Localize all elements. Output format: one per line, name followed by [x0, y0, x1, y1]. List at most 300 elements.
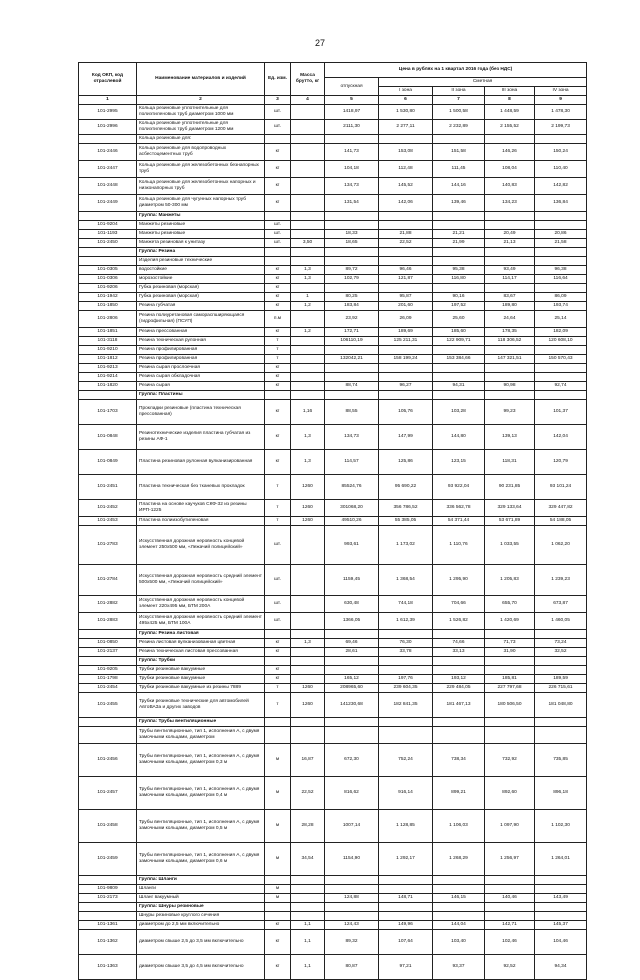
row-price-zone-2: 21,21	[433, 230, 485, 239]
row-price-otpusk: 1366,05	[325, 613, 379, 630]
row-unit: т	[265, 475, 291, 500]
row-unit	[265, 257, 291, 266]
row-price-zone-4: 94,34	[535, 955, 587, 980]
row-mass	[291, 718, 325, 727]
row-price-zone-1	[379, 876, 433, 885]
row-price-zone-1: 21,88	[379, 230, 433, 239]
row-name: Шланг вакуумный	[137, 894, 265, 903]
row-name: Трубы вентиляционные, тип 1, исполнения А, с двумя замочными кольцами, диаметром 0,4 м	[137, 777, 265, 810]
row-price-zone-3: 1 097,90	[485, 810, 535, 843]
table-row	[79, 239, 587, 248]
row-price-zone-2	[433, 657, 485, 666]
row-price-zone-2: 1 500,58	[433, 105, 485, 120]
row-price-zone-3: 92,52	[485, 955, 535, 980]
row-name: Пластина резиновая рулонная вулканизированная	[137, 450, 265, 475]
row-price-zone-2	[433, 346, 485, 355]
row-code: 101-1193	[79, 230, 137, 239]
row-price-zone-3: 655,70	[485, 596, 535, 613]
row-price-otpusk	[325, 346, 379, 355]
row-name: Изделия резиновые технические	[137, 257, 265, 266]
group-row	[79, 903, 587, 912]
row-price-zone-1: 182 841,35	[379, 693, 433, 718]
row-price-zone-1: 1 292,17	[379, 843, 433, 876]
row-name: Кольца резиновые для чугунных напорных труб диаметром 50-300 мм	[137, 195, 265, 212]
row-mass	[291, 364, 325, 373]
header-name: Наименование материалов и изделий	[137, 63, 265, 96]
row-price-zone-4	[535, 718, 587, 727]
row-mass	[291, 526, 325, 565]
row-code	[79, 876, 137, 885]
header-otpusk: отпускная	[325, 78, 379, 96]
row-code: 101-2452	[79, 500, 137, 517]
row-price-zone-2: 21,99	[433, 239, 485, 248]
table-row	[79, 425, 587, 450]
row-price-otpusk: 106110,19	[325, 337, 379, 346]
row-name: Трубки резиновые вакуумные	[137, 666, 265, 675]
row-price-otpusk: 630,48	[325, 596, 379, 613]
row-price-zone-3: 147 321,51	[485, 355, 535, 364]
table-row	[79, 373, 587, 382]
row-mass: 1,3	[291, 266, 325, 275]
row-name: Трубки резиновые вакуумные из резины 7889	[137, 684, 265, 693]
row-price-zone-1: 744,18	[379, 596, 433, 613]
row-unit: шт.	[265, 239, 291, 248]
row-unit: кг	[265, 293, 291, 302]
row-price-otpusk	[325, 257, 379, 266]
row-code: 101-1703	[79, 400, 137, 425]
row-price-zone-2: 1 106,03	[433, 810, 485, 843]
row-name: Резина профилированная	[137, 346, 265, 355]
row-price-zone-4	[535, 903, 587, 912]
row-price-zone-3	[485, 135, 535, 144]
row-price-otpusk: 141230,68	[325, 693, 379, 718]
row-code: 101-2456	[79, 744, 137, 777]
row-price-zone-2: 146,15	[433, 894, 485, 903]
row-price-zone-3: 140,46	[485, 894, 535, 903]
row-mass	[291, 355, 325, 364]
row-price-zone-2: 1 110,76	[433, 526, 485, 565]
row-price-zone-4	[535, 221, 587, 230]
row-unit: кг	[265, 373, 291, 382]
row-code: 101-2458	[79, 810, 137, 843]
row-price-zone-4: 73,24	[535, 639, 587, 648]
row-name: Группа: Трубы вентиляционные	[137, 718, 265, 727]
row-mass	[291, 613, 325, 630]
row-mass	[291, 565, 325, 596]
row-unit: шт.	[265, 230, 291, 239]
row-price-zone-2: 139,46	[433, 195, 485, 212]
header-unit: Ед. изм.	[265, 63, 291, 96]
row-price-zone-3: 178,35	[485, 328, 535, 337]
row-name: Трубы вентиляционные, тип 1, исполнения А, с двумя замочными кольцами, диаметром 0,3 м	[137, 744, 265, 777]
table-row	[79, 921, 587, 930]
row-code: 101-2449	[79, 195, 137, 212]
row-mass	[291, 912, 325, 921]
row-price-zone-3: 134,23	[485, 195, 535, 212]
row-code: 101-2446	[79, 144, 137, 161]
row-price-otpusk: 23,92	[325, 311, 379, 328]
row-price-zone-1: 96,46	[379, 266, 433, 275]
row-mass: 34,54	[291, 843, 325, 876]
column-number: 2	[137, 96, 265, 105]
row-price-otpusk: 672,30	[325, 744, 379, 777]
row-price-zone-3	[485, 284, 535, 293]
row-code: 101-2453	[79, 517, 137, 526]
row-code: 101-2457	[79, 777, 137, 810]
row-mass	[291, 346, 325, 355]
table-row	[79, 346, 587, 355]
row-price-zone-4: 20,86	[535, 230, 587, 239]
row-price-otpusk: 124,43	[325, 921, 379, 930]
table-row	[79, 666, 587, 675]
row-code: 101-0848	[79, 425, 137, 450]
row-price-zone-4	[535, 912, 587, 921]
row-name: Группа: Манжеты	[137, 212, 265, 221]
row-price-zone-2: 738,34	[433, 744, 485, 777]
row-price-zone-1: 1 368,54	[379, 565, 433, 596]
row-price-otpusk	[325, 630, 379, 639]
row-price-zone-4: 896,18	[535, 777, 587, 810]
row-price-zone-1: 147,99	[379, 425, 433, 450]
row-name: Трубы вентиляционные, тип 1, исполнения А, с двумя замочными кольцами, диаметром 0,6 м	[137, 843, 265, 876]
column-number: 3	[265, 96, 291, 105]
row-price-zone-4: 1 102,30	[535, 810, 587, 843]
row-price-zone-3: 90,98	[485, 382, 535, 391]
row-unit	[265, 657, 291, 666]
row-price-zone-3: 1 205,83	[485, 565, 535, 596]
table-header	[79, 63, 587, 105]
row-price-zone-1: 239 604,35	[379, 684, 433, 693]
row-price-zone-2	[433, 912, 485, 921]
price-table	[78, 62, 587, 980]
row-price-zone-3: 140,83	[485, 178, 535, 195]
row-price-zone-3	[485, 657, 535, 666]
row-name: водостойкие	[137, 266, 265, 275]
row-unit: кг	[265, 930, 291, 955]
row-price-zone-3: 1 033,55	[485, 526, 535, 565]
table-row	[79, 885, 587, 894]
row-price-zone-2	[433, 257, 485, 266]
row-unit: м	[265, 894, 291, 903]
row-name: Резина профилированная	[137, 355, 265, 364]
row-price-zone-4: 96,38	[535, 266, 587, 275]
row-mass: 16,87	[291, 744, 325, 777]
row-price-zone-3: 31,90	[485, 648, 535, 657]
row-price-zone-1: 95 690,22	[379, 475, 433, 500]
row-price-zone-3: 53 671,89	[485, 517, 535, 526]
row-mass	[291, 144, 325, 161]
row-price-zone-2: 153 384,66	[433, 355, 485, 364]
row-code	[79, 248, 137, 257]
header-price: Цена в рублях на 1 квартал 2016 года (без НДС)	[325, 63, 587, 78]
row-mass: 1260	[291, 693, 325, 718]
row-code: 101-0849	[79, 450, 137, 475]
row-unit: кг	[265, 639, 291, 648]
row-name: Резина сырая обкладочная	[137, 373, 265, 382]
row-price-zone-2: 144,16	[433, 178, 485, 195]
row-price-zone-2: 2 232,89	[433, 120, 485, 135]
table-row	[79, 230, 587, 239]
row-code: 101-9213	[79, 364, 137, 373]
row-code: 101-2137	[79, 648, 137, 657]
row-price-zone-3: 21,13	[485, 239, 535, 248]
row-name: Губка резиновая (морская)	[137, 293, 265, 302]
row-price-zone-3	[485, 346, 535, 355]
row-mass	[291, 221, 325, 230]
table-row	[79, 565, 587, 596]
row-mass	[291, 666, 325, 675]
row-price-otpusk	[325, 221, 379, 230]
row-price-zone-1: 96,27	[379, 382, 433, 391]
row-unit	[265, 912, 291, 921]
row-price-otpusk: 1154,90	[325, 843, 379, 876]
row-unit: шт.	[265, 596, 291, 613]
row-price-zone-4: 25,14	[535, 311, 587, 328]
table-body	[79, 105, 587, 980]
row-price-zone-1: 107,64	[379, 930, 433, 955]
row-price-zone-1: 121,87	[379, 275, 433, 284]
row-price-otpusk: 993,61	[325, 526, 379, 565]
row-price-zone-1: 33,78	[379, 648, 433, 657]
row-mass	[291, 903, 325, 912]
row-code: 101-2783	[79, 526, 137, 565]
row-unit: т	[265, 355, 291, 364]
row-code: 101-2454	[79, 684, 137, 693]
column-number: 5	[325, 96, 379, 105]
row-price-zone-3: 71,73	[485, 639, 535, 648]
table-row	[79, 105, 587, 120]
row-price-zone-1: 201,60	[379, 302, 433, 311]
row-code: 101-0306	[79, 275, 137, 284]
row-unit: кг	[265, 266, 291, 275]
row-mass	[291, 212, 325, 221]
row-code	[79, 727, 137, 744]
row-name: Трубы вентиляционные, тип 1, исполнения А, с двумя замочными кольцами, диаметром	[137, 727, 265, 744]
row-price-otpusk: 2111,30	[325, 120, 379, 135]
row-mass: 1,3	[291, 639, 325, 648]
row-name: Резина прессованная	[137, 328, 265, 337]
row-price-zone-1	[379, 284, 433, 293]
row-price-zone-4: 116,64	[535, 275, 587, 284]
row-mass	[291, 675, 325, 684]
row-code: 101-2882	[79, 596, 137, 613]
row-price-zone-4: 735,85	[535, 744, 587, 777]
row-unit: кг	[265, 648, 291, 657]
row-price-zone-4: 1 478,30	[535, 105, 587, 120]
row-mass: 22,52	[291, 777, 325, 810]
row-mass	[291, 727, 325, 744]
row-price-zone-1: 1 612,39	[379, 613, 433, 630]
column-number: 7	[433, 96, 485, 105]
row-price-zone-1: 916,14	[379, 777, 433, 810]
row-name: Искусственная дорожная неровность средний элемент 495х425 мм, БТМ 100А	[137, 613, 265, 630]
row-code: 101-0850	[79, 639, 137, 648]
row-price-zone-2: 185,60	[433, 328, 485, 337]
row-price-zone-1: 149,96	[379, 921, 433, 930]
row-code: 101-2995	[79, 105, 137, 120]
header-zone-2: II зона	[433, 87, 485, 96]
row-price-zone-1: 1 530,80	[379, 105, 433, 120]
row-price-zone-3: 139,13	[485, 425, 535, 450]
row-price-zone-2: 94,31	[433, 382, 485, 391]
row-unit: м	[265, 885, 291, 894]
table-row	[79, 144, 587, 161]
row-price-zone-2: 193,12	[433, 675, 485, 684]
table-row	[79, 684, 587, 693]
row-price-otpusk: 1007,14	[325, 810, 379, 843]
table-row	[79, 613, 587, 630]
row-price-zone-2: 74,66	[433, 639, 485, 648]
table-row	[79, 596, 587, 613]
row-unit: м	[265, 777, 291, 810]
row-price-zone-1	[379, 903, 433, 912]
row-price-otpusk: 114,57	[325, 450, 379, 475]
row-price-zone-1: 145,52	[379, 178, 433, 195]
row-price-zone-2	[433, 212, 485, 221]
row-mass	[291, 657, 325, 666]
table-row	[79, 284, 587, 293]
row-code: 101-1851	[79, 328, 137, 337]
row-price-zone-2: 336 562,78	[433, 500, 485, 517]
table-row	[79, 517, 587, 526]
table-row	[79, 912, 587, 921]
table-row	[79, 311, 587, 328]
row-mass	[291, 248, 325, 257]
row-price-zone-4	[535, 885, 587, 894]
row-name: Губка резиновая (морская)	[137, 284, 265, 293]
row-price-otpusk: 102,79	[325, 275, 379, 284]
row-price-otpusk: 165,12	[325, 675, 379, 684]
row-price-zone-1: 752,24	[379, 744, 433, 777]
row-price-otpusk	[325, 903, 379, 912]
row-price-zone-4	[535, 212, 587, 221]
row-price-zone-1	[379, 248, 433, 257]
row-name: диаметром свыше 3,5 до 4,5 мм включительно	[137, 955, 265, 980]
group-row	[79, 391, 587, 400]
row-code	[79, 630, 137, 639]
row-unit: кг	[265, 666, 291, 675]
row-unit	[265, 391, 291, 400]
row-price-otpusk: 208965,60	[325, 684, 379, 693]
row-unit: кг	[265, 144, 291, 161]
row-name: Резина сырая	[137, 382, 265, 391]
row-price-zone-2	[433, 135, 485, 144]
table-row	[79, 337, 587, 346]
header-code: Код ОКП, код отраслевой	[79, 63, 137, 96]
row-price-zone-2: 144,04	[433, 921, 485, 930]
row-mass: 1,3	[291, 275, 325, 284]
row-unit: кг	[265, 450, 291, 475]
row-price-zone-4: 226 715,61	[535, 684, 587, 693]
row-price-zone-3: 102,46	[485, 930, 535, 955]
row-price-otpusk: 18,65	[325, 239, 379, 248]
header-zone-1: I зона	[379, 87, 433, 96]
row-mass: 1,3	[291, 425, 325, 450]
row-code: 101-2451	[79, 475, 137, 500]
row-name: Группа: Шнуры резиновые	[137, 903, 265, 912]
table-row	[79, 450, 587, 475]
row-price-zone-1: 197,76	[379, 675, 433, 684]
row-price-zone-4: 54 188,05	[535, 517, 587, 526]
row-mass	[291, 596, 325, 613]
table-row	[79, 195, 587, 212]
row-code	[79, 391, 137, 400]
row-price-zone-3: 118,31	[485, 450, 535, 475]
row-code	[79, 903, 137, 912]
row-price-zone-4: 143,49	[535, 894, 587, 903]
table-row	[79, 639, 587, 648]
row-unit	[265, 630, 291, 639]
row-name: Группа: Резина листовая	[137, 630, 265, 639]
row-name: Резина губчатая	[137, 302, 265, 311]
row-name: Пластина техническая без тканевых прокладок	[137, 475, 265, 500]
row-name: Манжеты резиновые	[137, 230, 265, 239]
row-code: 101-1850	[79, 302, 137, 311]
row-price-zone-1	[379, 364, 433, 373]
row-price-otpusk	[325, 364, 379, 373]
row-unit: кг	[265, 195, 291, 212]
row-price-zone-4: 145,37	[535, 921, 587, 930]
row-price-zone-3: 1 420,69	[485, 613, 535, 630]
row-price-zone-4: 142,04	[535, 425, 587, 450]
row-price-zone-4: 120 608,10	[535, 337, 587, 346]
row-price-zone-4: 101,37	[535, 400, 587, 425]
row-unit: т	[265, 684, 291, 693]
row-price-zone-1: 125 211,31	[379, 337, 433, 346]
row-price-zone-4: 32,52	[535, 648, 587, 657]
row-name: Прокладки резиновые (пластина техническая прессованная)	[137, 400, 265, 425]
row-price-zone-1: 55 385,05	[379, 517, 433, 526]
row-code: 101-2448	[79, 178, 137, 195]
row-price-zone-4: 136,84	[535, 195, 587, 212]
row-unit: кг	[265, 161, 291, 178]
row-code: 101-3118	[79, 337, 137, 346]
row-price-zone-4: 329 447,82	[535, 500, 587, 517]
row-name: Кольца резиновые уплотнительные для полиэтиленовых труб диаметром 1000 мм	[137, 105, 265, 120]
table-row	[79, 400, 587, 425]
group-row	[79, 630, 587, 639]
row-name: Кольца резиновые уплотнительные для полиэтиленовых труб диаметром 1200 мм	[137, 120, 265, 135]
row-price-zone-4: 673,87	[535, 596, 587, 613]
row-unit: т	[265, 337, 291, 346]
row-code: 101-2173	[79, 894, 137, 903]
row-price-zone-2	[433, 221, 485, 230]
row-mass: 28,28	[291, 810, 325, 843]
row-unit: кг	[265, 955, 291, 980]
row-name: Резинотехнические изделия пластина губчатая из резины АФ-1	[137, 425, 265, 450]
table-row	[79, 275, 587, 284]
row-code: 101-2784	[79, 565, 137, 596]
column-number: 4	[291, 96, 325, 105]
row-price-zone-2: 144,80	[433, 425, 485, 450]
row-price-zone-4	[535, 346, 587, 355]
row-price-zone-2: 122 909,71	[433, 337, 485, 346]
row-unit: кг	[265, 275, 291, 284]
row-price-otpusk	[325, 912, 379, 921]
row-price-zone-2: 103,28	[433, 400, 485, 425]
group-row	[79, 248, 587, 257]
row-price-zone-2: 54 371,44	[433, 517, 485, 526]
row-price-zone-3: 93,49	[485, 266, 535, 275]
row-mass	[291, 135, 325, 144]
row-price-zone-2: 123,15	[433, 450, 485, 475]
row-price-otpusk: 104,18	[325, 161, 379, 178]
row-price-zone-4: 86,09	[535, 293, 587, 302]
row-price-zone-3: 114,17	[485, 275, 535, 284]
row-price-otpusk: 183,84	[325, 302, 379, 311]
row-name: Резина техническая листовая прессованная	[137, 648, 265, 657]
table-row	[79, 930, 587, 955]
